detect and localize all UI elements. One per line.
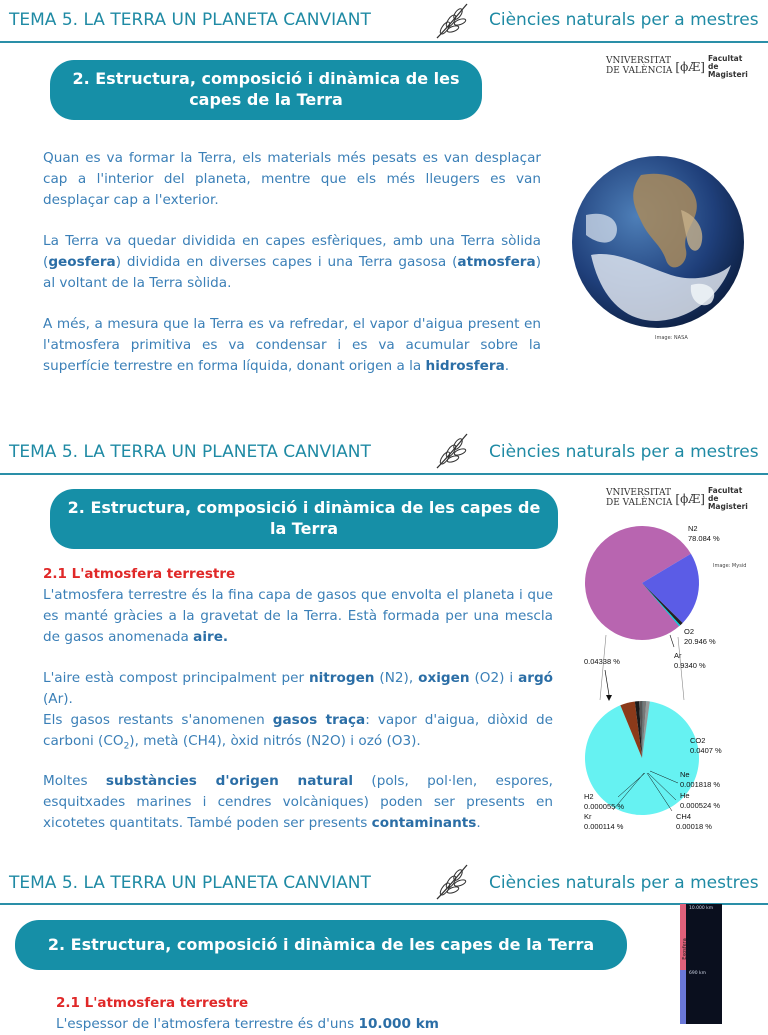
header-title: TEMA 5. LA TERRA UN PLANETA CANVIANT <box>9 10 371 30</box>
substances-paragraph: Moltes substàncies d'origen natural (pols, pol·len, espores, esquitxades marines i cendres volcàniques) poden ser presents en xicotetes quantitats. També poden ser presents contaminants. <box>43 773 553 831</box>
laurel-icon <box>433 863 473 901</box>
thickness-paragraph: L'espessor de l'atmosfera terrestre és d'uns 10.000 km <box>56 1016 439 1032</box>
intro-paragraph: Quan es va formar la Terra, els materials més pesats es van desplaçar cap a l'interior del planeta, mentre que els més lleugers es van desplaçar cap a l'exterior. <box>43 150 541 208</box>
layers-paragraph: La Terra va quedar dividida en capes esfèriques, amb una Terra sòlida (geosfera) dividida en diverses capes i una Terra gasosa (atmosfera) al voltant de la Terra sòlida. <box>43 233 541 291</box>
atmosphere-paragraph: L'atmosfera terrestre és la fina capa de gasos que envolta el planeta i que es manté gràcies a la gravetat de la Terra. Està formada per una mescla de gasos anomenada aire. <box>43 587 553 645</box>
trace-gases-paragraph: Els gasos restants s'anomenen gasos traça: vapor d'aigua, diòxid de carboni $(CO_2)$, metà (CH4), òxid nitrós (N2O) i ozó (O3). <box>43 712 553 752</box>
pointer-arrowhead <box>606 695 612 701</box>
header-course: Ciències naturals per a mestres <box>489 442 759 462</box>
label-ne: Ne 0.001818 % <box>680 770 721 789</box>
label-kr: Kr 0.000114 % <box>584 812 624 831</box>
label-co2: CO2 0.0407 % <box>690 736 722 755</box>
exosphere-band <box>680 904 686 970</box>
section-title: 2. Estructura, composició i dinàmica de les capes de la Terra <box>15 920 627 970</box>
label-n2: N2 78.084 % <box>688 524 720 543</box>
thermosphere-band <box>680 970 686 1024</box>
header-divider <box>0 41 768 43</box>
label-o2: O2 20.946 % <box>684 627 716 646</box>
laurel-icon <box>433 2 473 40</box>
university-logo: VNIVERSITAT DE VALÈNCIA [ϕÆ] Facultat de Magisteri <box>606 54 748 79</box>
header-title: TEMA 5. LA TERRA UN PLANETA CANVIANT <box>9 442 371 462</box>
university-logo: VNIVERSITAT DE VALÈNCIA [ϕÆ] Facultat de Magisteri <box>606 486 748 511</box>
image-credit: Image: Mysid <box>713 563 747 569</box>
composition-paragraph: L'aire està compost principalment per nitrogen (N2), oxigen (O2) i argó (Ar). <box>43 670 554 707</box>
header-divider <box>0 473 768 475</box>
label-h2: H2 0.000055 % <box>584 792 625 811</box>
label-ch4: CH4 0.00018 % <box>676 812 712 831</box>
header-course: Ciències naturals per a mestres <box>489 10 759 30</box>
label-ar: Ar 0.9340 % <box>674 651 706 670</box>
pointer-arrow <box>605 670 609 695</box>
laurel-icon <box>433 432 473 470</box>
header-title: TEMA 5. LA TERRA UN PLANETA CANVIANT <box>9 873 371 893</box>
atmosphere-layers-image: 10.000 km 690 km Exosfera <box>680 904 722 1024</box>
subsection-title: 2.1 L'atmosfera terrestre <box>56 995 249 1011</box>
image-credit: Image: NASA <box>655 335 688 341</box>
label-he: He 0.000524 % <box>680 791 721 810</box>
label-trace-total: 0.04338 % <box>584 657 620 666</box>
hydrosphere-paragraph: A més, a mesura que la Terra es va refredar, el vapor d'aigua present en l'atmosfera primitiva es va condensar i es va acumular sobre la superfície terrestre en forma líquida, donant origen a la hidrosfera. <box>43 316 541 374</box>
header-divider <box>0 903 768 905</box>
major-gases-pie <box>585 526 699 640</box>
header-course: Ciències naturals per a mestres <box>489 873 759 893</box>
section-title: 2. Estructura, composició i dinàmica de les capes de la Terra <box>50 60 482 120</box>
earth-image <box>571 155 745 329</box>
connector-line <box>600 635 606 700</box>
subsection-title: 2.1 L'atmosfera terrestre <box>43 566 236 582</box>
section-title: 2. Estructura, composició i dinàmica de les capes de la Terra <box>50 489 558 549</box>
